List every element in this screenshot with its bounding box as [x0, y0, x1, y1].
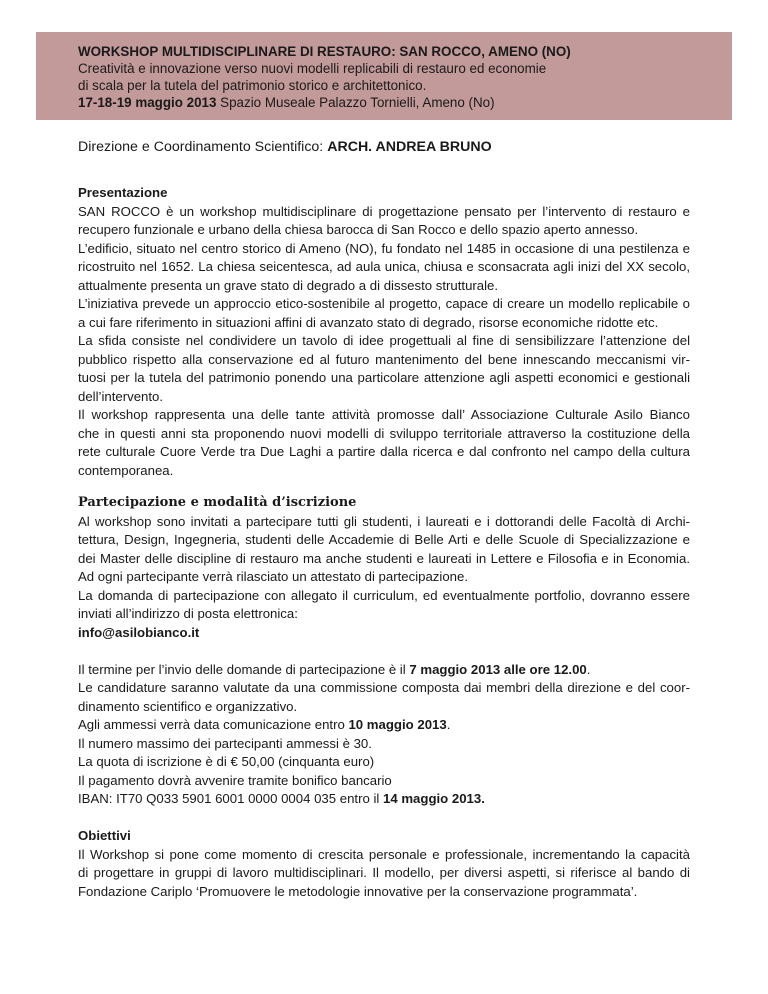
- deadline-line: Il termine per l’invio delle domande di partecipazione è il 7 maggio 2013 alle ore 12.00.: [78, 661, 591, 677]
- paragraph-line: a cui fare riferimento in situazioni affini di avanzato stato di degrado, risorse economiche ridotte etc.: [78, 314, 659, 330]
- workshop-title: WORKSHOP MULTIDISCIPLINARE DI RESTAURO: SAN ROCCO, AMENO (NO): [78, 44, 571, 59]
- paragraph-line: Al workshop sono invitati a partecipare tutti gli studenti, i laureati e i dottorandi delle Facoltà di Archi-: [78, 513, 690, 529]
- deadline-date: 7 maggio 2013 alle ore 12.00: [409, 661, 587, 677]
- paragraph-line: L’edificio, situato nel centro storico di Ameno (NO), fu fondato nel 1485 in occasione di una pestilenza e: [78, 240, 690, 256]
- paragraph-line: attualmente presenta un grave stato di degrado a di dissesto strutturale.: [78, 277, 499, 293]
- section-partecipazione: [78, 513, 690, 809]
- section-obiettivi: [78, 846, 690, 902]
- admission-date: 10 maggio 2013: [348, 717, 447, 732]
- paragraph-line: ricostruito nel 1652. La chiesa seicentesca, ad aula unica, chiusa e sconsacrata agli inizi del XX secolo,: [78, 259, 690, 274]
- paragraph-line: inviati all’indirizzo di posta elettronica:: [78, 606, 298, 621]
- paragraph-line: dinamento scientifico e organizzativo.: [78, 698, 298, 714]
- subtitle-line-2: di scala per la tutela del patrimonio storico e architettonico.: [78, 78, 427, 93]
- heading-partecipazione: Partecipazione e modalità d’iscrizione: [78, 495, 357, 510]
- paragraph-line: tettura, Design, Ingegneria, studenti delle Accademie di Belle Arti e delle Scuole di Specializzazione e: [78, 532, 690, 547]
- iban-line: IBAN: IT70 Q033 5901 6001 0000 0004 035 entro il 14 maggio 2013.: [78, 791, 485, 806]
- paragraph-line: Il Workshop si pone come momento di crescita personale e professionale, incrementando la capacità: [78, 846, 690, 862]
- paragraph-line: SAN ROCCO è un workshop multidisciplinare di progettazione pensato per l’intervento di restauro e: [78, 203, 690, 219]
- dates-venue: [78, 94, 732, 111]
- fee-line: La quota di iscrizione è di € 50,00 (cinquanta euro): [78, 754, 375, 769]
- paragraph-line: di progettare in gruppi di lavoro multidisciplinari. Il modello, per diversi aspetti, si riferisce al bando di: [78, 865, 690, 880]
- paragraph-line: tuosi per la tutela del patrimonio ponendo una particolare attenzione agli aspetti economici e gestionali: [78, 370, 690, 385]
- paragraph-line: L’iniziativa prevede un approccio etico-sostenibile al progetto, capace di creare un modello replicabile o: [78, 296, 690, 311]
- payment-deadline: 14 maggio 2013.: [383, 791, 485, 806]
- direction-line: [78, 139, 492, 155]
- paragraph-line: Fondazione Cariplo ‘Promuovere le metodologie innovative per la conservazione programmata’.: [78, 883, 638, 899]
- subtitle-line-1: Creatività e innovazione verso nuovi modelli replicabili di restauro ed economie: [78, 61, 547, 76]
- contact-email[interactable]: info@asilobianco.it: [78, 624, 200, 640]
- paragraph-line: recupero funzionale e urbano della chiesa barocca di San Rocco e dello spazio aperto annesso.: [78, 222, 639, 237]
- payment-line: Il pagamento dovrà avvenire tramite bonifico bancario: [78, 772, 392, 788]
- paragraph-line: che in questi anni sta proponendo nuovi modelli di sviluppo territoriale attraverso la costituzione della: [78, 425, 690, 441]
- paragraph-line: Le candidature saranno valutate da una commissione composta dai membri della direzione e del coor-: [78, 680, 690, 695]
- heading-obiettivi: Obiettivi: [78, 828, 131, 843]
- header-banner: [36, 32, 732, 120]
- paragraph-line: Ad ogni partecipante verrà rilasciato un attestato di partecipazione.: [78, 569, 468, 584]
- section-presentazione: [78, 203, 690, 481]
- event-venue: Spazio Museale Palazzo Tornielli, Ameno (No): [216, 95, 495, 110]
- paragraph-line: pubblico rispetto alla conservazione ed al futuro mantenimento del bene innescando meccanismi vir-: [78, 351, 690, 367]
- paragraph-line: La domanda di partecipazione con allegato il curriculum, ed eventualmente portfolio, dovranno essere: [78, 587, 690, 603]
- paragraph-line: Il workshop rappresenta una delle tante attività promosse dall’ Associazione Culturale Asilo Bianco: [78, 407, 690, 422]
- document-body: [78, 184, 690, 901]
- paragraph-line: dell’intervento.: [78, 388, 164, 404]
- admission-line: Agli ammessi verrà data comunicazione entro 10 maggio 2013.: [78, 717, 451, 732]
- direction-label: Direzione e Coordinamento Scientifico:: [78, 139, 328, 155]
- direction-name: ARCH. ANDREA BRUNO: [327, 139, 492, 155]
- paragraph-line: La sfida consiste nel condividere un tavolo di idee progettuali al fine di sensibilizzare l’attenzione del: [78, 333, 690, 348]
- paragraph-line: dei Master delle discipline di restauro ma anche studenti e laureati in Lettere e Filosofia e in Economia.: [78, 550, 690, 566]
- paragraph-line: rete culturale Cuore Verde tra Due Laghi a partire dalla ricerca e dal confronto nel campo della cultura: [78, 444, 690, 459]
- max-participants: Il numero massimo dei partecipanti ammessi è 30.: [78, 735, 372, 751]
- event-dates: 17-18-19 maggio 2013: [78, 95, 217, 110]
- heading-presentazione: Presentazione: [78, 185, 168, 200]
- paragraph-line: contemporanea.: [78, 462, 174, 478]
